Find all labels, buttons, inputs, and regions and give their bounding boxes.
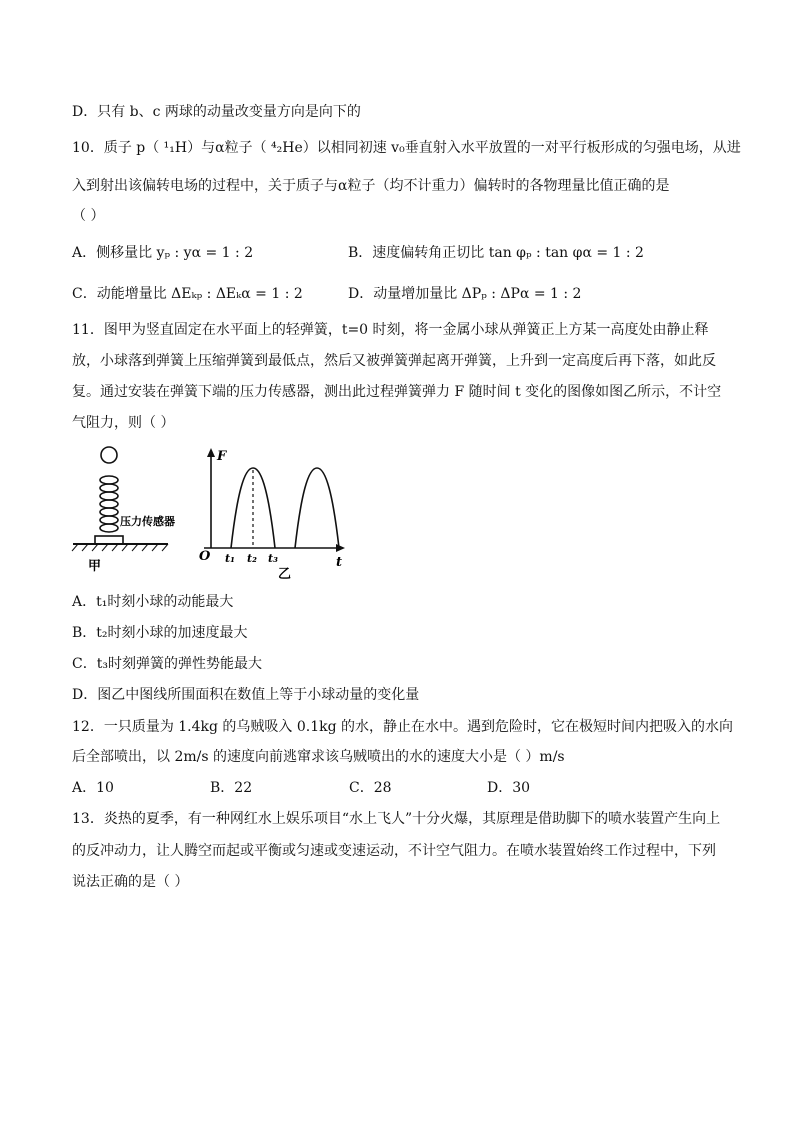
q11-stem-line3: 复。通过安装在弹簧下端的压力传感器，测出此过程弹簧弹力 F 随时间 t 变化的图像如图乙所示，不计空 bbox=[72, 384, 722, 400]
q11-figure bbox=[68, 440, 358, 585]
t-axis-arrow-icon bbox=[336, 544, 345, 552]
q10-option-d: D．动量增加量比 ΔPₚ : ΔPα = 1 : 2 bbox=[348, 286, 582, 302]
force-curve-hump-2 bbox=[295, 468, 339, 548]
origin-label: O bbox=[199, 549, 211, 564]
q12-stem-line2: 后全部喷出，以 2m/s 的速度向前逃窜求该乌贼喷出的水的速度大小是（ ）m/s bbox=[72, 749, 565, 765]
tick-label-t2: t₂ bbox=[247, 552, 257, 565]
q10-answer-blank: （ ） bbox=[72, 208, 105, 224]
q13-stem-line2: 的反冲动力，让人腾空而起或平衡或匀速或变速运动，不计空气阻力。在喷水装置始终工作过程中，下列 bbox=[72, 843, 716, 859]
axis-label-t: t bbox=[336, 555, 343, 570]
q9-option-d: D．只有 b、c 两球的动量改变量方向是向下的 bbox=[72, 104, 361, 120]
q12-option-b: B．22 bbox=[210, 780, 253, 796]
q12-option-d: D．30 bbox=[487, 780, 531, 796]
q13-stem-line1: 13．炎热的夏季，有一种网红水上娱乐项目“水上飞人”十分火爆，其原理是借助脚下的喷水装置产生向上 bbox=[72, 811, 721, 827]
q11-stem-line2: 放，小球落到弹簧上压缩弹簧到最低点，然后又被弹簧弹起离开弹簧，上升到一定高度后再下落，如此反 bbox=[72, 353, 716, 369]
q12-option-a: A．10 bbox=[72, 780, 114, 796]
figure-label-jia: 甲 bbox=[88, 559, 102, 574]
figure-label-yi: 乙 bbox=[278, 567, 292, 582]
q12-stem-line1: 12．一只质量为 1.4kg 的乌贼吸入 0.1kg 的水，静止在水中。遇到危险时，它在极短时间内把吸入的水向 bbox=[72, 719, 734, 735]
q11-stem-line4: 气阻力，则（ ） bbox=[72, 415, 175, 431]
q10-option-b: B．速度偏转角正切比 tan φₚ : tan φα = 1 : 2 bbox=[348, 245, 644, 261]
q11-option-d: D．图乙中图线所围面积在数值上等于小球动量的变化量 bbox=[72, 687, 420, 703]
q13-stem-line3: 说法正确的是（ ） bbox=[72, 874, 189, 890]
q11-option-a: A．t₁时刻小球的动能最大 bbox=[72, 594, 234, 610]
tick-label-t3: t₃ bbox=[268, 552, 278, 565]
axis-label-f: F bbox=[217, 449, 227, 464]
q12-option-c: C．28 bbox=[349, 780, 392, 796]
q11-option-b: B．t₂时刻小球的加速度最大 bbox=[72, 625, 248, 641]
q10-option-a: A．侧移量比 yₚ : yα = 1 : 2 bbox=[72, 245, 254, 261]
ball-icon bbox=[101, 447, 117, 463]
f-axis-arrow-icon bbox=[207, 448, 215, 457]
sensor-label: 压力传感器 bbox=[120, 515, 175, 528]
q10-stem-line2: 入到射出该偏转电场的过程中，关于质子与α粒子（均不计重力）偏转时的各物理量比值正确的是 bbox=[72, 178, 670, 194]
spring-icon bbox=[100, 476, 118, 532]
pressure-sensor-icon bbox=[95, 536, 123, 544]
tick-label-t1: t₁ bbox=[225, 552, 235, 565]
ground-hatch bbox=[72, 544, 168, 551]
q10-stem-line1: 10．质子 p（ ¹₁H）与α粒子（ ⁴₂He）以相同初速 v₀垂直射入水平放置的一对平行板形成的匀强电场，从进 bbox=[72, 140, 741, 156]
q11-option-c: C．t₃时刻弹簧的弹性势能最大 bbox=[72, 656, 262, 672]
q10-option-c: C．动能增量比 ΔEₖₚ : ΔEₖα = 1 : 2 bbox=[72, 286, 303, 302]
q11-stem-line1: 11．图甲为竖直固定在水平面上的轻弹簧，t=0 时刻，将一金属小球从弹簧正上方某一高度处由静止释 bbox=[72, 322, 709, 338]
